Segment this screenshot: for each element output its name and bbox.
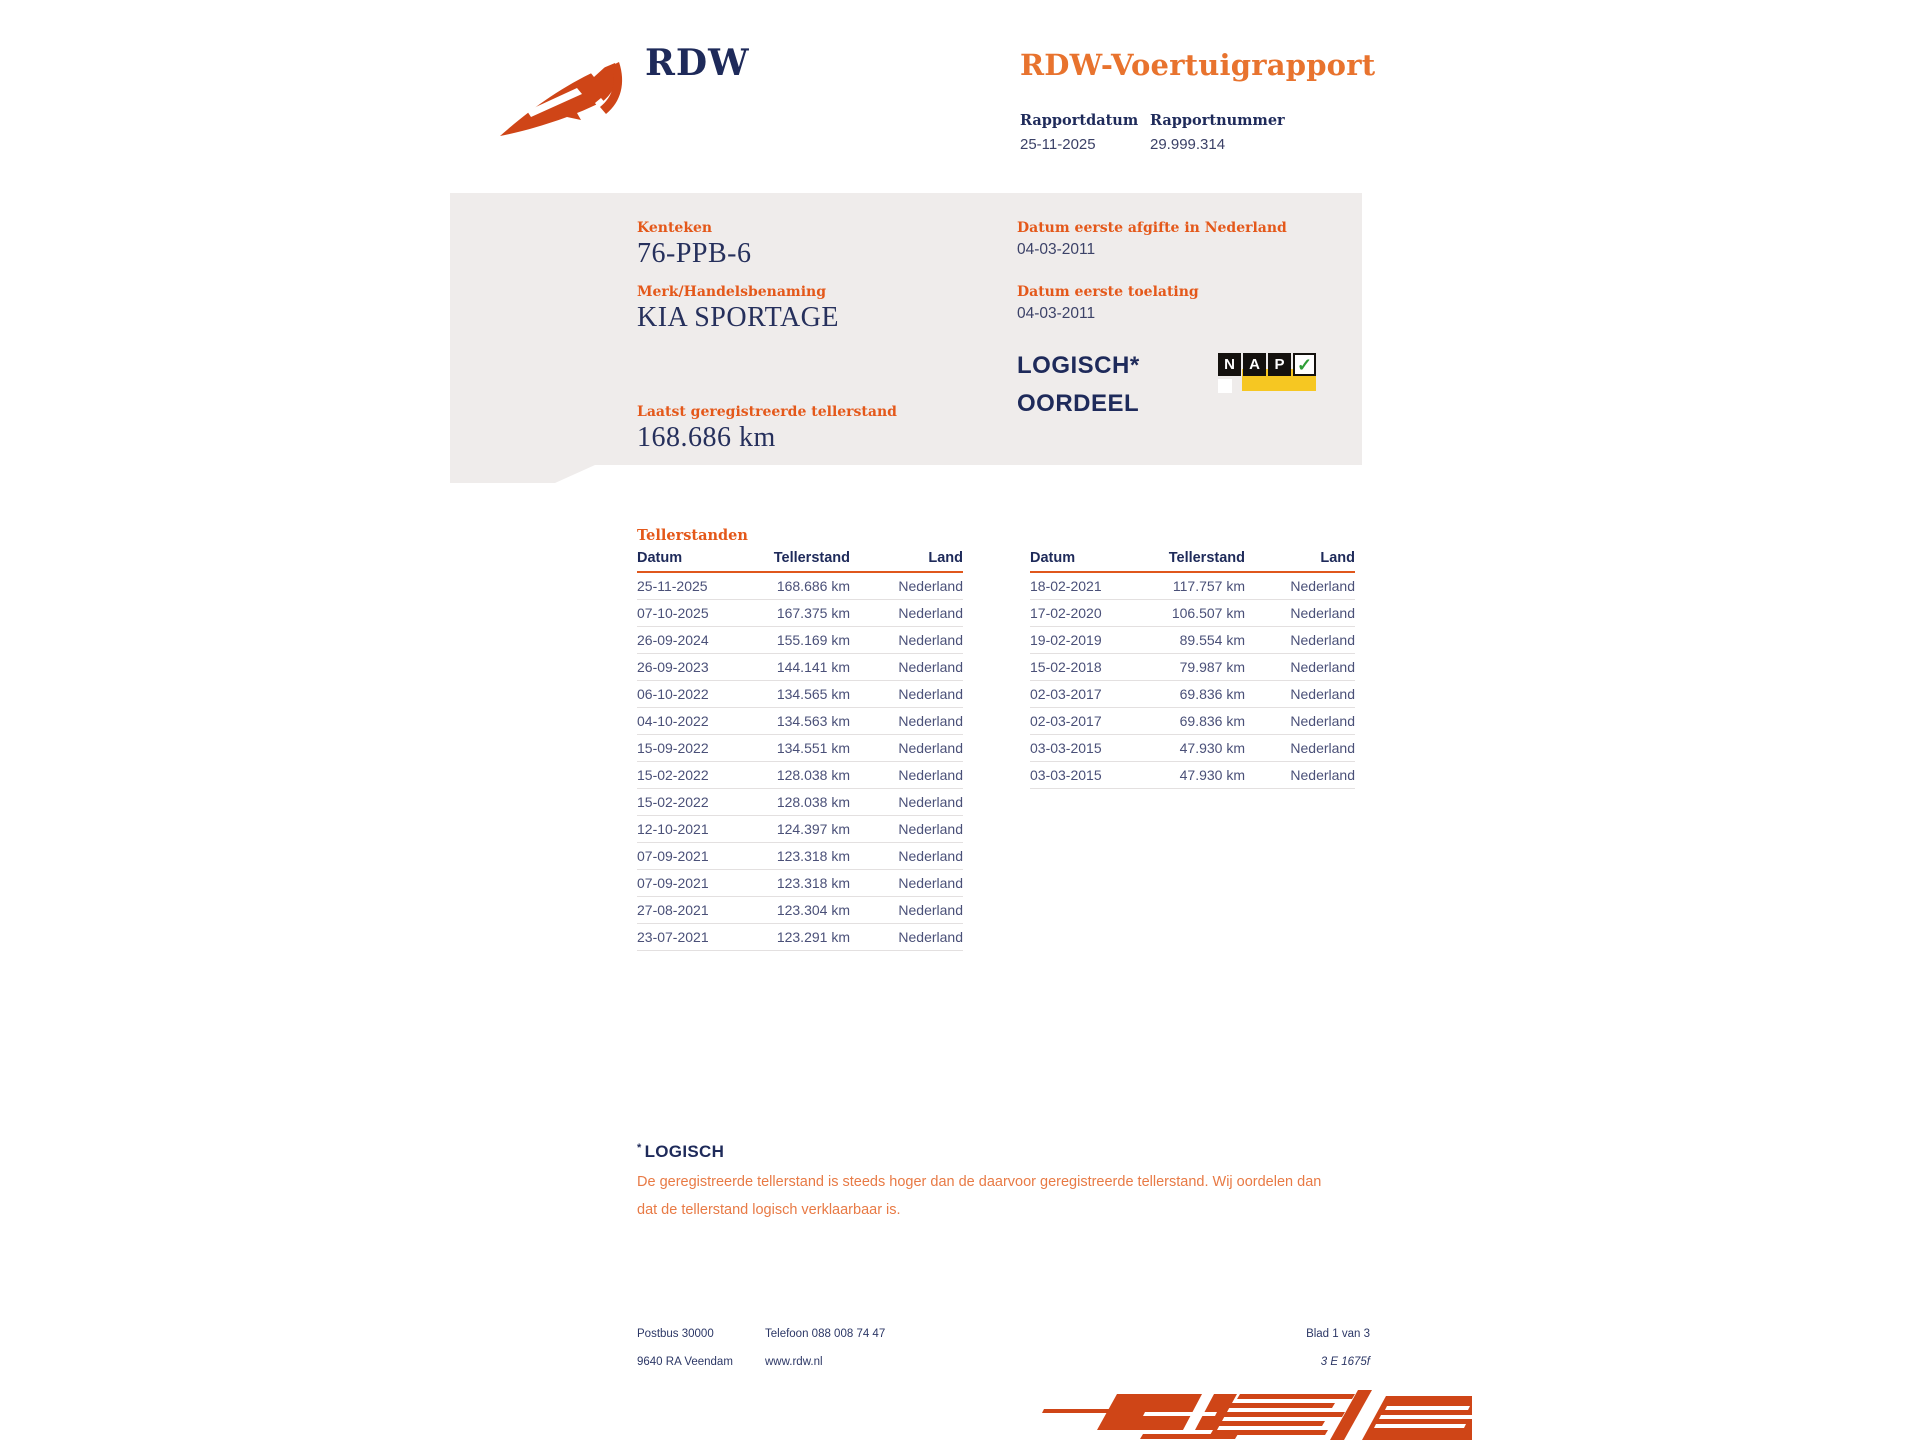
table-row: [1030, 708, 1355, 735]
rdw-wing-logo-icon: [497, 48, 639, 140]
table-header: [637, 550, 963, 573]
column-header-tellerstand: Tellerstand: [1168, 550, 1245, 566]
table-row: [637, 708, 963, 735]
table-row: [1030, 573, 1355, 600]
cell-datum: 25-11-2025: [637, 578, 708, 594]
table-row: [637, 627, 963, 654]
cell-datum: 04-10-2022: [637, 713, 709, 729]
eerste-afgifte-value: 04-03-2011: [1017, 241, 1096, 258]
table-row: [637, 816, 963, 843]
column-header-land: Land: [928, 550, 963, 566]
table-header: [1030, 550, 1355, 573]
cell-tellerstand: 134.565 km: [776, 686, 850, 702]
footnote-asterisk: *: [637, 1142, 642, 1154]
footer-contact: [765, 1320, 885, 1376]
cell-datum: 03-03-2015: [1030, 767, 1102, 783]
cell-land: Nederland: [1290, 578, 1355, 594]
footer-city: 9640 RA Veendam: [637, 1356, 733, 1368]
cell-datum: 27-08-2021: [637, 902, 709, 918]
table-row: [1030, 762, 1355, 789]
oordeel-line1: LOGISCH*: [1017, 352, 1140, 379]
footnote-title-text: LOGISCH: [644, 1142, 725, 1161]
kenteken-value: 76-PPB-6: [637, 238, 752, 269]
cell-land: Nederland: [898, 902, 963, 918]
cell-tellerstand: 155.169 km: [776, 632, 850, 648]
cell-land: Nederland: [898, 848, 963, 864]
cell-tellerstand: 117.757 km: [1172, 578, 1245, 594]
nap-white-chip: [1218, 379, 1232, 393]
cell-tellerstand: 124.397 km: [776, 821, 850, 837]
cell-datum: 15-02-2022: [637, 794, 709, 810]
eerste-toelating-value: 04-03-2011: [1017, 305, 1096, 322]
logisch-footnote-title: [637, 1142, 724, 1162]
table-row: [637, 600, 963, 627]
table-row: [1030, 654, 1355, 681]
nap-checkmark-icon: ✓: [1293, 353, 1316, 376]
nap-letter-a: A: [1243, 353, 1266, 376]
cell-datum: 19-02-2019: [1030, 632, 1102, 648]
table-row: [637, 735, 963, 762]
table-row: [637, 681, 963, 708]
cell-datum: 26-09-2023: [637, 659, 709, 675]
cell-tellerstand: 106.507 km: [1171, 605, 1245, 621]
table-row: [637, 843, 963, 870]
tellerstanden-table-left: [637, 550, 963, 951]
table-row: [1030, 735, 1355, 762]
report-number-label: Rapportnummer: [1150, 112, 1285, 129]
report-date-label: Rapportdatum: [1020, 112, 1139, 129]
cell-tellerstand: 47.930 km: [1179, 740, 1245, 756]
cell-datum: 03-03-2015: [1030, 740, 1102, 756]
cell-datum: 06-10-2022: [637, 686, 709, 702]
cell-tellerstand: 79.987 km: [1179, 659, 1245, 675]
cell-land: Nederland: [898, 686, 963, 702]
table-body: [637, 573, 963, 951]
cell-tellerstand: 134.551 km: [776, 740, 850, 756]
cell-tellerstand: 134.563 km: [776, 713, 850, 729]
cell-tellerstand: 128.038 km: [776, 767, 850, 783]
nap-letter-p: P: [1268, 353, 1291, 376]
footer-address: [637, 1320, 733, 1376]
page-title: RDW-Voertuigrapport: [1020, 48, 1376, 82]
cell-land: Nederland: [1290, 632, 1355, 648]
footer-phone: Telefoon 088 008 74 47: [765, 1328, 886, 1340]
laatste-tellerstand-label: Laatst geregistreerde tellerstand: [637, 404, 897, 420]
report-date-block: [1020, 112, 1138, 153]
column-header-tellerstand: Tellerstand: [773, 550, 850, 566]
cell-tellerstand: 123.304 km: [776, 902, 850, 918]
table-row: [637, 573, 963, 600]
footer-page-info: [1306, 1320, 1370, 1376]
cell-land: Nederland: [898, 659, 963, 675]
cell-land: Nederland: [898, 578, 963, 594]
logisch-footnote-text: [637, 1168, 1417, 1224]
report-number-value: 29.999.314: [1150, 136, 1226, 153]
table-row: [637, 762, 963, 789]
cell-datum: 18-02-2021: [1030, 578, 1102, 594]
cell-land: Nederland: [898, 632, 963, 648]
cell-datum: 07-09-2021: [637, 848, 709, 864]
cell-datum: 02-03-2017: [1030, 686, 1102, 702]
eerste-toelating-label: Datum eerste toelating: [1017, 284, 1199, 300]
cell-tellerstand: 123.318 km: [776, 848, 850, 864]
table-row: [637, 924, 963, 951]
cell-datum: 12-10-2021: [637, 821, 709, 837]
cell-datum: 15-02-2022: [637, 767, 709, 783]
report-date-value: 25-11-2025: [1020, 136, 1096, 153]
cell-land: Nederland: [1290, 659, 1355, 675]
cell-land: Nederland: [898, 713, 963, 729]
cell-tellerstand: 69.836 km: [1179, 686, 1245, 702]
eerste-afgifte-label: Datum eerste afgifte in Nederland: [1017, 220, 1287, 236]
column-header-datum: Datum: [637, 550, 683, 566]
cell-datum: 15-02-2018: [1030, 659, 1102, 675]
footer-page-indicator: Blad 1 van 3: [1306, 1328, 1370, 1340]
cell-land: Nederland: [1290, 740, 1355, 756]
nap-logo: [1218, 353, 1318, 395]
cell-land: Nederland: [898, 875, 963, 891]
footnote-line-1: De geregistreerde tellerstand is steeds hoger dan de daarvoor geregistreerde tellerstand. Wij oordelen dan: [637, 1174, 1322, 1190]
report-number-block: [1150, 112, 1285, 153]
table-row: [1030, 681, 1355, 708]
tellerstanden-table-right: [1030, 550, 1355, 789]
cell-tellerstand: 69.836 km: [1179, 713, 1245, 729]
cell-land: Nederland: [898, 821, 963, 837]
cell-land: Nederland: [1290, 767, 1355, 783]
table-row: [637, 789, 963, 816]
oordeel-line2: OORDEEL: [1017, 390, 1140, 417]
laatste-tellerstand-value: 168.686 km: [637, 422, 776, 453]
column-header-datum: Datum: [1030, 550, 1076, 566]
cell-land: Nederland: [1290, 686, 1355, 702]
cell-tellerstand: 123.318 km: [776, 875, 850, 891]
cell-land: Nederland: [898, 929, 963, 945]
table-row: [637, 897, 963, 924]
cell-land: Nederland: [1290, 605, 1355, 621]
footer-postbus: Postbus 30000: [637, 1328, 714, 1340]
table-body: [1030, 573, 1355, 789]
cell-land: Nederland: [898, 767, 963, 783]
footnote-line-2: dat de tellerstand logisch verklaarbaar is.: [637, 1202, 901, 1218]
cell-tellerstand: 167.375 km: [776, 605, 850, 621]
speed-lines-graphic: [1042, 1388, 1472, 1440]
nap-letter-squares: [1218, 353, 1316, 376]
footer-website: www.rdw.nl: [765, 1356, 823, 1368]
merk-value: KIA SPORTAGE: [637, 302, 839, 333]
cell-datum: 07-09-2021: [637, 875, 709, 891]
cell-land: Nederland: [1290, 713, 1355, 729]
cell-datum: 26-09-2024: [637, 632, 709, 648]
cell-datum: 23-07-2021: [637, 929, 709, 945]
cell-land: Nederland: [898, 740, 963, 756]
cell-tellerstand: 47.930 km: [1179, 767, 1245, 783]
cell-tellerstand: 89.554 km: [1179, 632, 1245, 648]
cell-land: Nederland: [898, 794, 963, 810]
nap-letter-n: N: [1218, 353, 1241, 376]
column-header-land: Land: [1320, 550, 1355, 566]
rdw-wordmark: RDW: [645, 42, 750, 84]
table-row: [1030, 627, 1355, 654]
tellerstanden-section-title: Tellerstanden: [637, 527, 748, 544]
footer-doc-code: 3 E 1675f: [1320, 1356, 1370, 1368]
cell-land: Nederland: [898, 605, 963, 621]
cell-datum: 07-10-2025: [637, 605, 709, 621]
cell-tellerstand: 144.141 km: [776, 659, 850, 675]
table-row: [1030, 600, 1355, 627]
kenteken-label: Kenteken: [637, 220, 713, 236]
table-row: [637, 870, 963, 897]
table-row: [637, 654, 963, 681]
merk-label: Merk/Handelsbenaming: [637, 284, 827, 300]
cell-datum: 17-02-2020: [1030, 605, 1102, 621]
cell-tellerstand: 123.291 km: [776, 929, 850, 945]
cell-tellerstand: 168.686 km: [776, 578, 850, 594]
cell-datum: 02-03-2017: [1030, 713, 1102, 729]
vehicle-summary-panel: [450, 193, 1362, 483]
cell-tellerstand: 128.038 km: [776, 794, 850, 810]
cell-datum: 15-09-2022: [637, 740, 709, 756]
